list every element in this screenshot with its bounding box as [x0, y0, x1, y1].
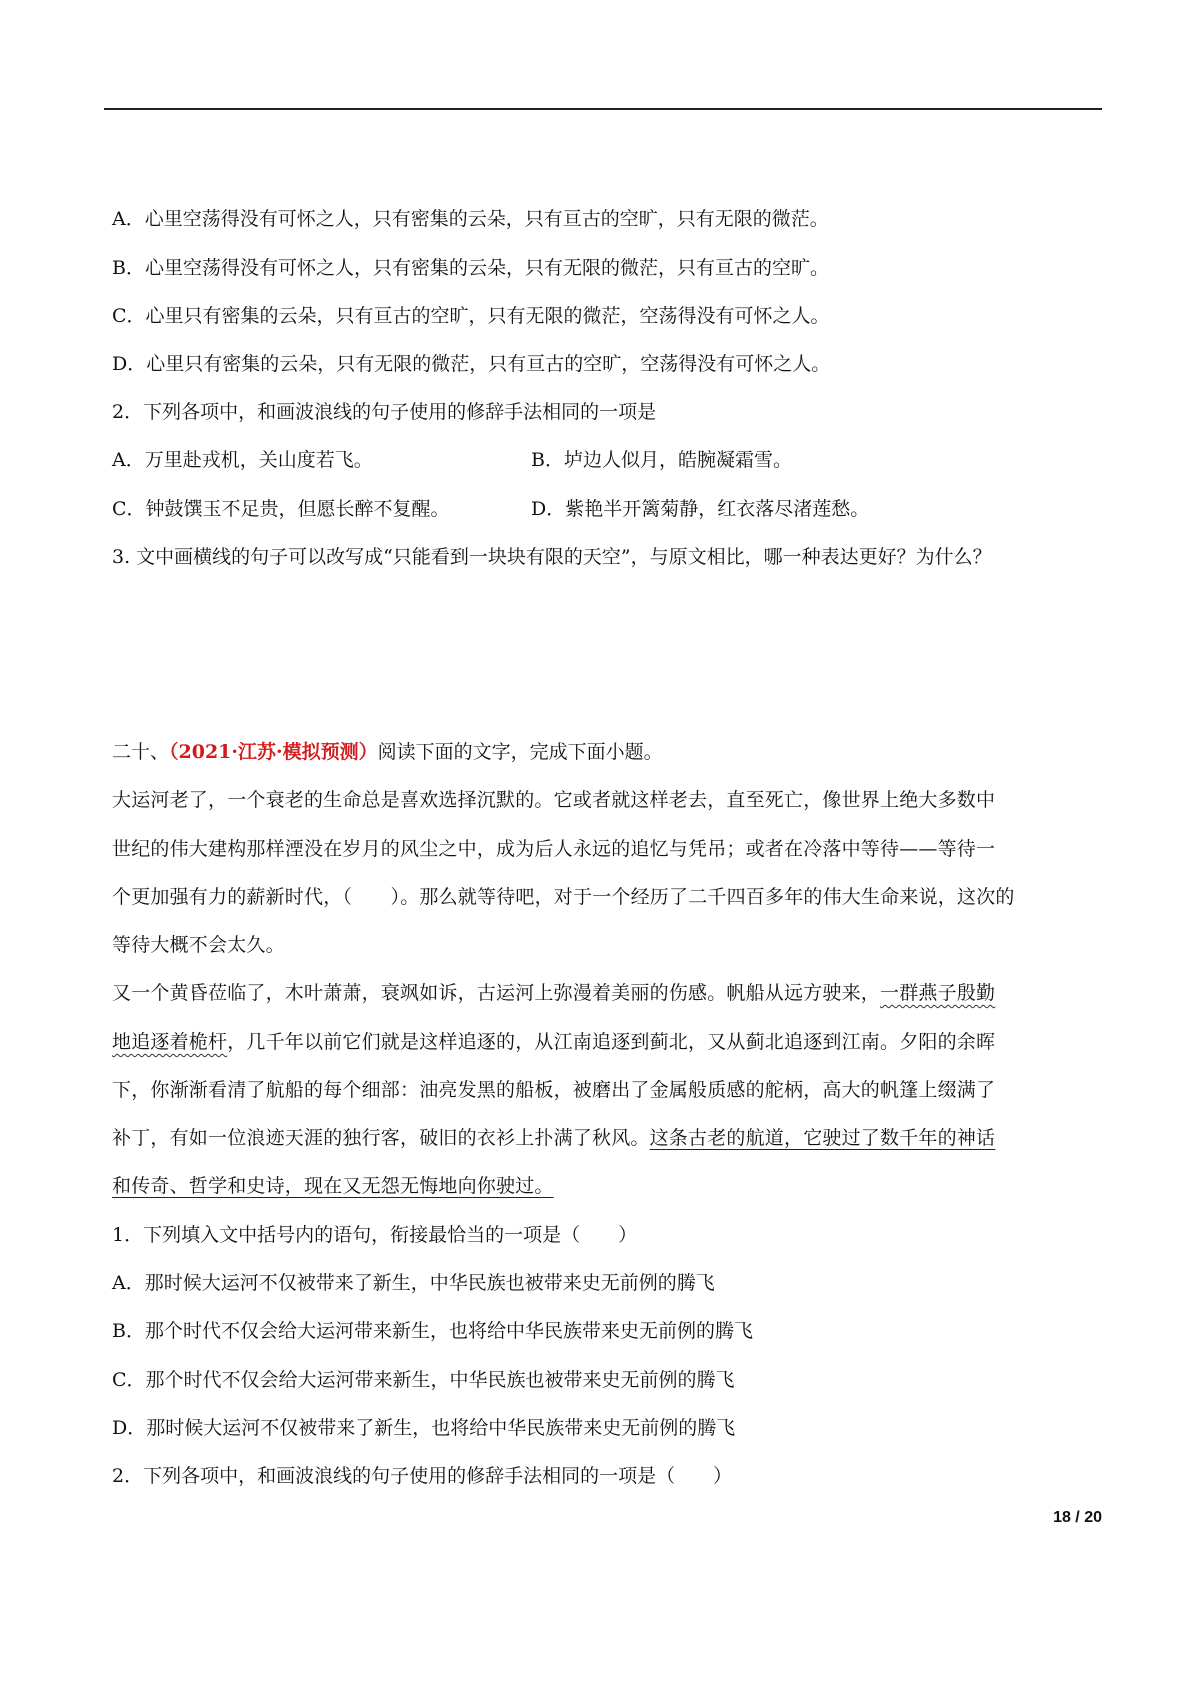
passage-p2-line2 — [112, 1030, 1094, 1054]
underlined-sentence: 这条古老的航道，它驶过了数千年的神话 — [649, 1127, 996, 1149]
q1-option-d: D．心里只有密集的云朵，只有无限的微茫，只有亘古的空旷，空荡得没有可怀之人。 — [112, 353, 831, 375]
q1-option-c: C．心里只有密集的云朵，只有亘古的空旷，只有无限的微茫，空荡得没有可怀之人。 — [112, 305, 830, 327]
section-instruction: 阅读下面的文字，完成下面小题。 — [377, 741, 663, 763]
passage-p2-line1 — [112, 981, 1094, 1005]
passage-p2-line4 — [112, 1126, 1094, 1150]
passage-p1-line3: 个更加强有力的薪新时代，（ ）。那么就等待吧，对于一个经历了二千四百多年的伟大生命来说，这次的 — [112, 886, 1015, 908]
q2-stem: 2．下列各项中，和画波浪线的句子使用的修辞手法相同的一项是 — [112, 401, 657, 423]
sub1-option-d: D．那时候大运河不仅被带来了新生，也将给中华民族带来史无前例的腾飞 — [112, 1417, 736, 1439]
sub1-option-b: B．那个时代不仅会给大运河带来新生，也将给中华民族带来史无前例的腾飞 — [112, 1320, 753, 1342]
passage-text: ，几千年以前它们就是这样追逐的，从江南追逐到蓟北，又从蓟北追逐到江南。夕阳的余晖 — [227, 1031, 996, 1053]
page-number: 18 / 20 — [1053, 1509, 1102, 1526]
sub1-option-a: A．那时候大运河不仅被带来了新生，中华民族也被带来史无前例的腾飞 — [112, 1272, 715, 1294]
passage-p1-line2: 世纪的伟大建构那样湮没在岁月的风尘之中，成为后人永远的追忆与凭吊；或者在冷落中等待——等待一 — [112, 838, 996, 860]
passage-p1-line4: 等待大概不会太久。 — [112, 934, 285, 956]
section-20-heading — [112, 740, 663, 764]
passage-p1-line1: 大运河老了，一个衰老的生命总是喜欢选择沉默的。它或者就这样老去，直至死亡，像世界上绝大多数中 — [112, 789, 996, 811]
q2-option-c: C．钟鼓馔玉不足贵，但愿长醉不复醒。 — [112, 498, 450, 520]
source-tag: （2021·江苏·模拟预测） — [169, 741, 378, 763]
q3-stem: 3. 文中画横线的句子可以改写成“只能看到一块块有限的天空”，与原文相比，哪一种表达更好？为什么？ — [112, 546, 992, 568]
sub2-stem: 2．下列各项中，和画波浪线的句子使用的修辞手法相同的一项是（ ） — [112, 1465, 733, 1487]
passage-text: 又一个黄昏莅临了，木叶萧萧，衰飒如诉，古运河上弥漫着美丽的伤感。帆船从远方驶来， — [112, 982, 881, 1004]
q1-option-a: A．心里空荡得没有可怀之人，只有密集的云朵，只有亘古的空旷，只有无限的微茫。 — [112, 208, 829, 230]
section-number: 二十、 — [112, 741, 170, 763]
header-rule — [104, 108, 1102, 110]
wavy-underlined-sentence: 一群燕子殷勤 — [880, 982, 996, 1004]
q2-option-d: D．紫艳半开篱菊静，红衣落尽渚莲愁。 — [531, 498, 870, 520]
sub1-option-c: C．那个时代不仅会给大运河带来新生，中华民族也被带来史无前例的腾飞 — [112, 1369, 735, 1391]
sub1-stem: 1．下列填入文中括号内的语句，衔接最恰当的一项是（ ） — [112, 1224, 638, 1246]
wavy-underlined-sentence: 地追逐着桅杆 — [112, 1031, 228, 1053]
passage-p2-line5 — [112, 1174, 1094, 1198]
q1-option-b: B．心里空荡得没有可怀之人，只有密集的云朵，只有无限的微茫，只有亘古的空旷。 — [112, 257, 829, 279]
underlined-sentence: 和传奇、哲学和史诗，现在又无怨无悔地向你驶过。 — [112, 1175, 554, 1197]
passage-text: 补丁，有如一位浪迹天涯的独行客，破旧的衣衫上扑满了秋风。 — [112, 1127, 650, 1149]
q2-option-b: B．垆边人似月，皓腕凝霜雪。 — [531, 449, 792, 471]
q2-option-a: A．万里赴戎机，关山度若飞。 — [112, 449, 373, 471]
passage-p2-line3: 下，你渐渐看清了航船的每个细部：油亮发黑的船板，被磨出了金属般质感的舵柄，高大的帆篷上缀满了 — [112, 1079, 996, 1101]
